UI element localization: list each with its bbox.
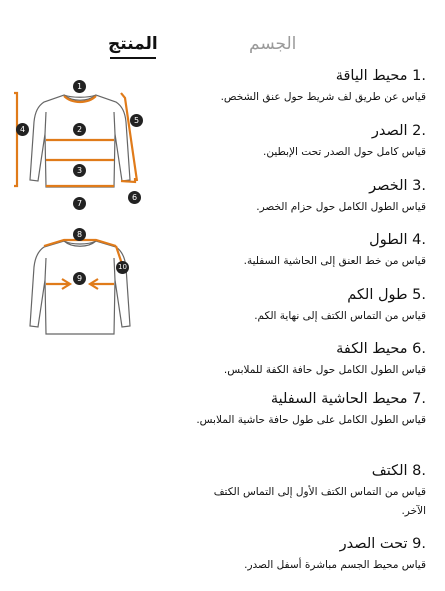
spec-description: قياس من التماس الكتف إلى نهاية الكم. bbox=[254, 310, 426, 322]
tab-product[interactable] bbox=[108, 32, 158, 56]
garment-diagram bbox=[10, 78, 170, 348]
marker-5: 5 bbox=[130, 114, 143, 127]
spec-title-text: الصدر bbox=[371, 123, 408, 139]
spec-item-length bbox=[186, 228, 426, 283]
marker-1: 1 bbox=[73, 80, 86, 93]
spec-title bbox=[186, 337, 426, 361]
tab-bar bbox=[0, 32, 445, 62]
spec-item-hem bbox=[186, 387, 426, 459]
spec-title-text: الكتف bbox=[371, 463, 408, 479]
spec-number: 3. bbox=[412, 178, 426, 194]
spec-number: 7. bbox=[412, 391, 426, 407]
spec-item-waist bbox=[186, 174, 426, 228]
marker-4: 4 bbox=[16, 123, 29, 136]
spec-title-text: الخصر bbox=[369, 178, 408, 194]
spec-item-collar bbox=[186, 64, 426, 119]
spec-number: 5. bbox=[412, 287, 426, 303]
spec-title bbox=[186, 459, 426, 483]
spec-title bbox=[186, 64, 426, 88]
spec-title bbox=[186, 283, 426, 307]
spec-title-text: محيط الياقة bbox=[335, 68, 408, 84]
sweater-illustration bbox=[10, 78, 170, 348]
spec-number: 6. bbox=[412, 341, 426, 357]
spec-description: قياس من التماس الكتف الأول إلى التماس الكتف الآخر. bbox=[213, 486, 426, 517]
tab-body[interactable] bbox=[249, 32, 296, 56]
marker-2: 2 bbox=[73, 123, 86, 136]
spec-description: قياس محيط الجسم مباشرة أسفل الصدر. bbox=[244, 559, 426, 571]
marker-10: 10 bbox=[116, 261, 129, 274]
spec-description: قياس الطول الكامل حول حافة الكفة للملابس. bbox=[223, 364, 426, 376]
spec-number: 8. bbox=[412, 463, 426, 479]
spec-title bbox=[186, 174, 426, 198]
spec-item-cuff bbox=[186, 337, 426, 387]
active-tab-underline bbox=[110, 57, 156, 59]
spec-item-shoulder bbox=[186, 459, 426, 532]
spec-title-text: محيط الحاشية السفلية bbox=[270, 391, 408, 407]
spec-title-text: تحت الصدر bbox=[339, 536, 408, 552]
tab-body-label: الجسم bbox=[249, 34, 297, 54]
spec-description: قياس الطول الكامل على طول حافة حاشية الملابس. bbox=[196, 414, 426, 426]
marker-7: 7 bbox=[73, 197, 86, 210]
spec-title bbox=[186, 119, 426, 143]
marker-6: 6 bbox=[128, 191, 141, 204]
spec-description: قياس من خط العنق إلى الحاشية السفلية. bbox=[243, 255, 426, 267]
marker-3: 3 bbox=[73, 164, 86, 177]
length-measure-line bbox=[14, 93, 17, 186]
spec-title bbox=[186, 532, 426, 556]
spec-item-chest bbox=[186, 119, 426, 174]
spec-description: قياس عن طريق لف شريط حول عنق الشخص. bbox=[220, 91, 426, 103]
marker-8: 8 bbox=[73, 228, 86, 241]
spec-title-text: محيط الكفة bbox=[336, 341, 408, 357]
spec-title-text: طول الكم bbox=[347, 287, 408, 303]
spec-description: قياس الطول الكامل حول حزام الخصر. bbox=[256, 201, 426, 213]
tab-product-label: المنتج bbox=[108, 34, 158, 54]
spec-title bbox=[186, 387, 426, 411]
measurement-spec-list bbox=[186, 64, 426, 580]
spec-number: 1. bbox=[412, 68, 426, 84]
spec-number: 4. bbox=[412, 232, 426, 248]
back-sweater-outline bbox=[30, 241, 130, 334]
spec-description: قياس كامل حول الصدر تحت الإبطين. bbox=[263, 146, 426, 158]
marker-9: 9 bbox=[73, 272, 86, 285]
spec-item-underbust bbox=[186, 532, 426, 580]
spec-number: 9. bbox=[412, 536, 426, 552]
spec-item-sleeve-length bbox=[186, 283, 426, 337]
spec-title bbox=[186, 228, 426, 252]
spec-number: 2. bbox=[412, 123, 426, 139]
spec-title-text: الطول bbox=[369, 232, 408, 248]
